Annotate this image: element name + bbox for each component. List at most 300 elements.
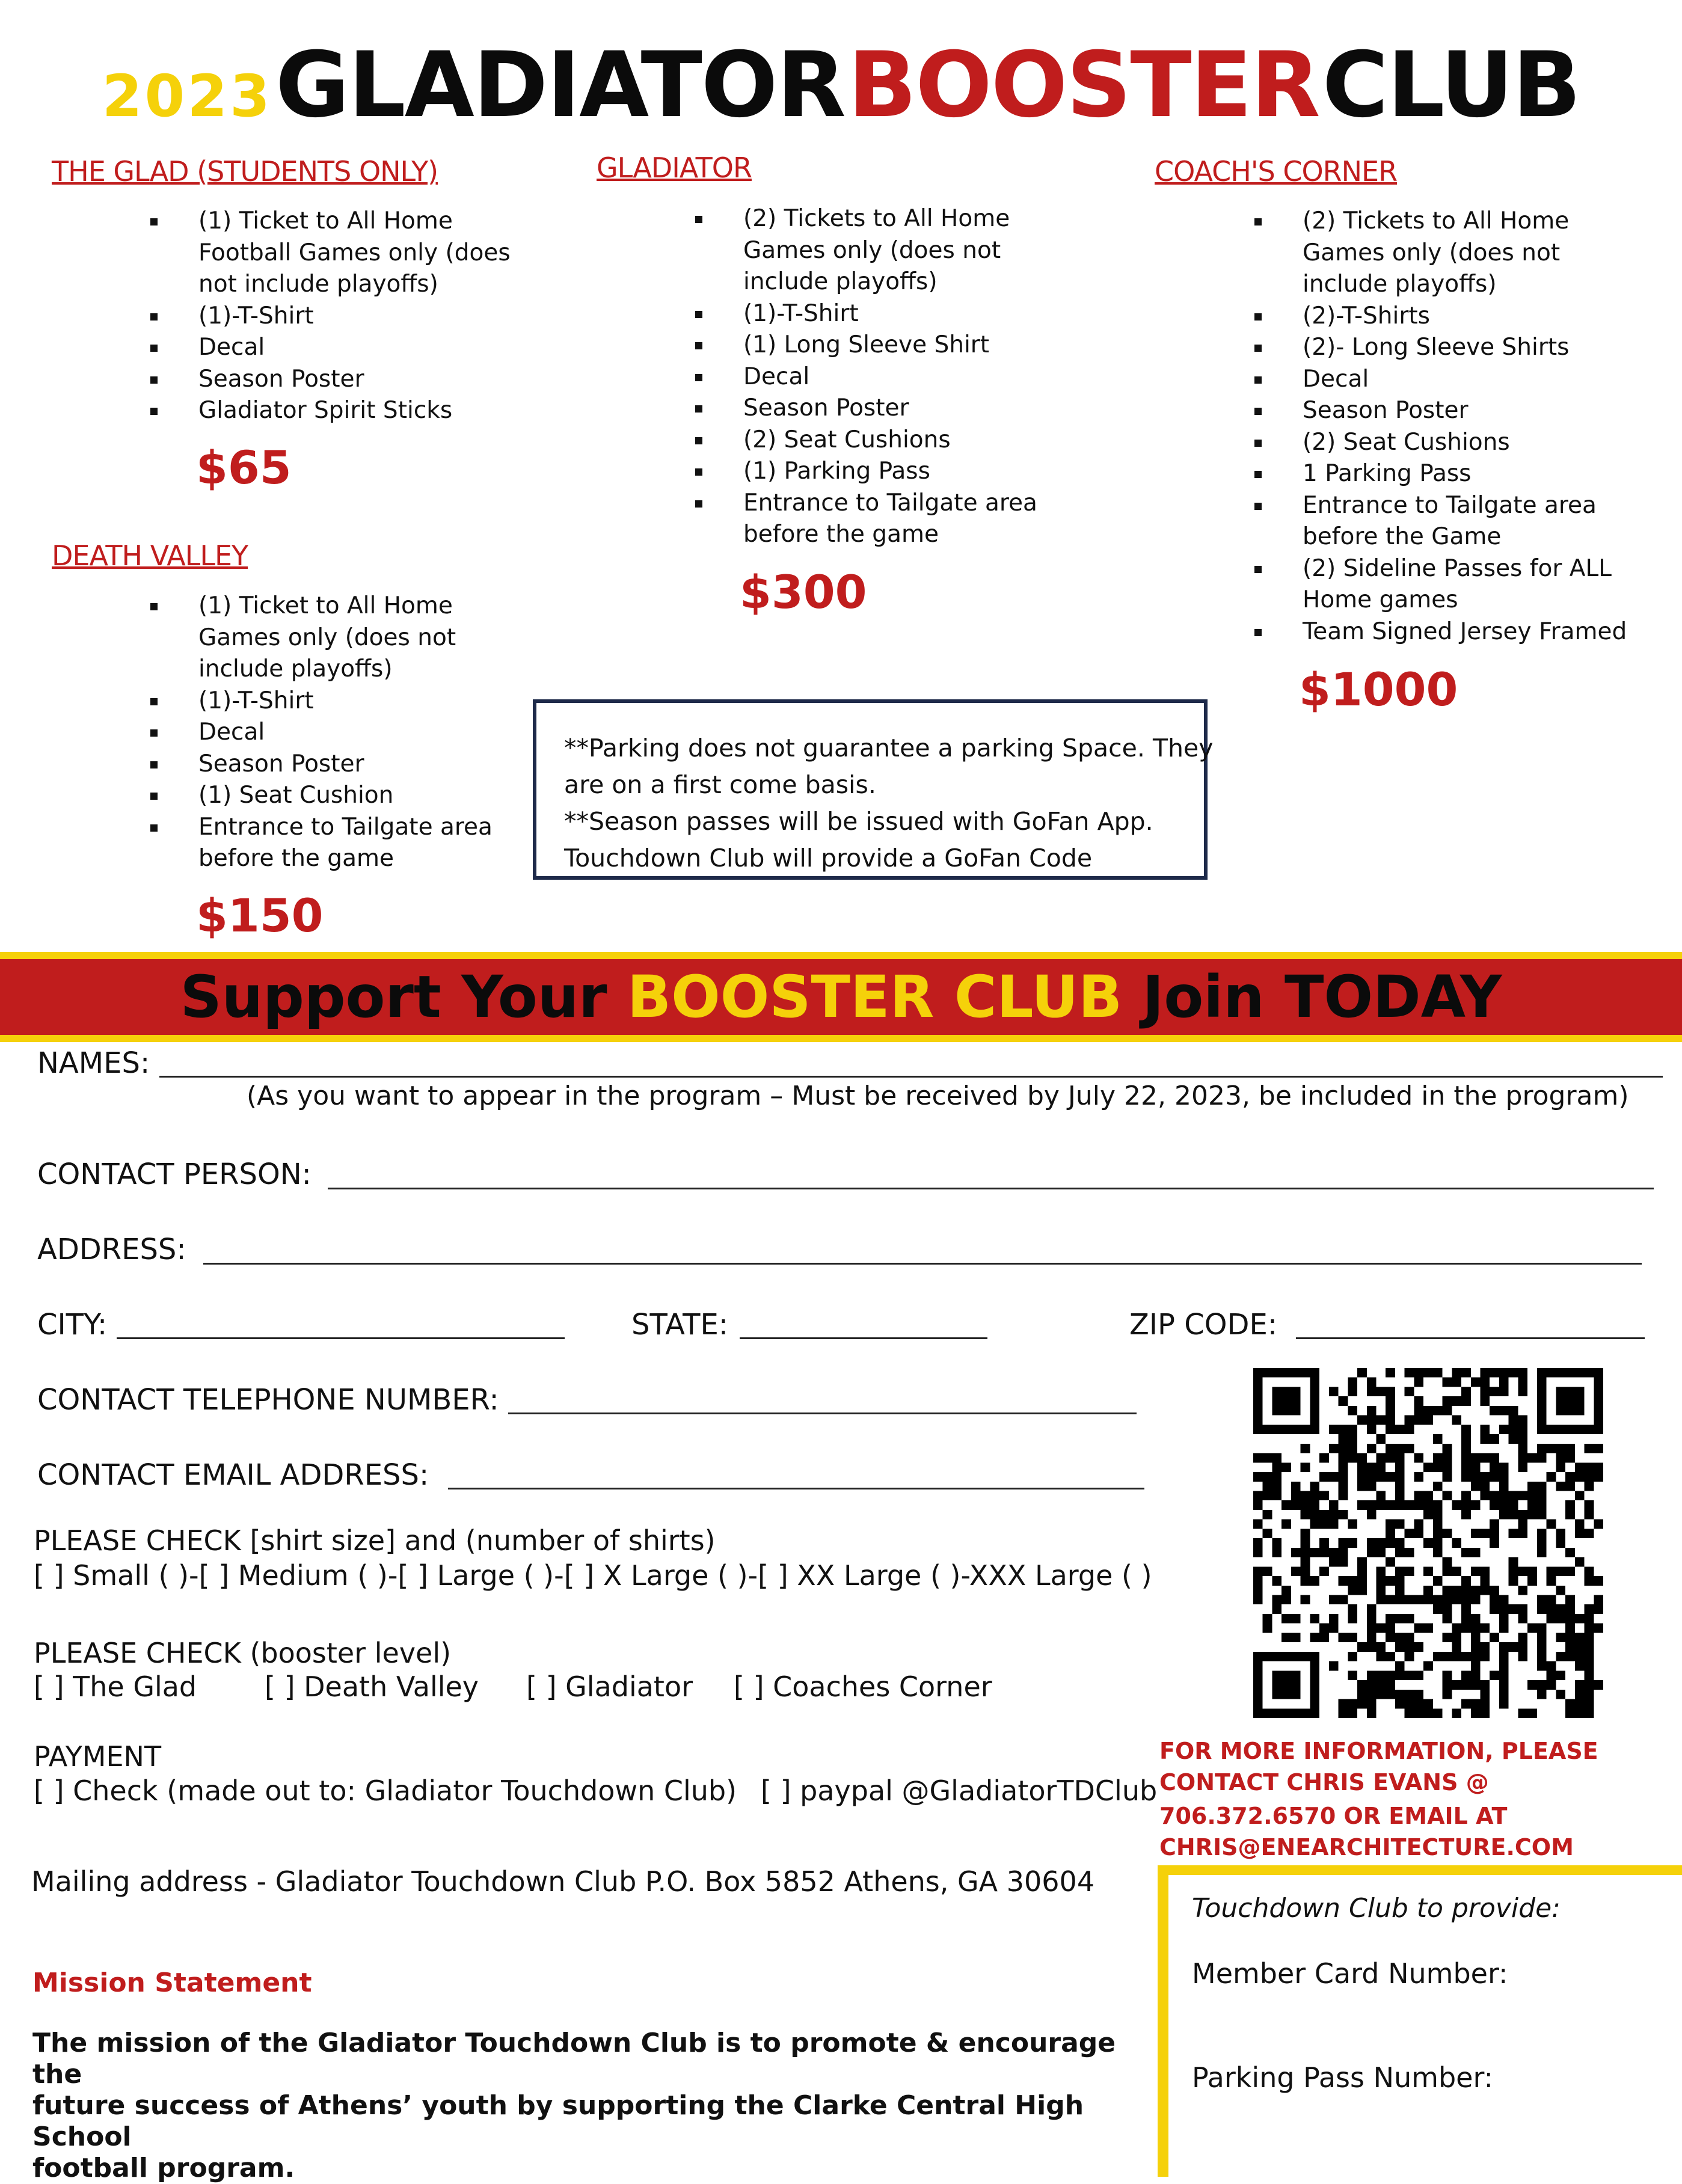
qr-module bbox=[1537, 1453, 1547, 1463]
qr-module bbox=[1433, 1529, 1443, 1538]
qr-module bbox=[1281, 1586, 1291, 1595]
qr-module bbox=[1263, 1652, 1272, 1661]
qr-module bbox=[1452, 1566, 1461, 1576]
qr-module bbox=[1310, 1661, 1319, 1671]
qr-module bbox=[1272, 1604, 1281, 1614]
list-item: (1) Long Sleeve Shirt bbox=[695, 330, 1068, 361]
qr-module bbox=[1395, 1670, 1405, 1680]
qr-module bbox=[1329, 1520, 1339, 1529]
qr-module bbox=[1556, 1482, 1565, 1491]
qr-module bbox=[1537, 1396, 1547, 1406]
qr-module bbox=[1547, 1520, 1556, 1529]
qr-module bbox=[1565, 1708, 1575, 1718]
qr-code-icon[interactable] bbox=[1253, 1368, 1603, 1718]
qr-module bbox=[1556, 1368, 1565, 1378]
qr-module bbox=[1423, 1624, 1433, 1633]
qr-module bbox=[1518, 1387, 1527, 1396]
qr-module bbox=[1291, 1690, 1301, 1699]
qr-module bbox=[1395, 1453, 1405, 1463]
qr-module bbox=[1547, 1444, 1556, 1453]
tier-coaches-corner-price: $1000 bbox=[1299, 663, 1458, 716]
qr-module bbox=[1575, 1472, 1585, 1482]
qr-module bbox=[1565, 1444, 1575, 1453]
qr-module bbox=[1367, 1690, 1377, 1699]
list-item: (1) Seat Cushion bbox=[150, 780, 523, 812]
qr-module bbox=[1386, 1416, 1395, 1425]
qr-module bbox=[1499, 1604, 1509, 1614]
qr-module bbox=[1527, 1624, 1537, 1633]
qr-module bbox=[1386, 1633, 1395, 1642]
qr-module bbox=[1253, 1652, 1263, 1661]
qr-module bbox=[1461, 1444, 1471, 1453]
qr-module bbox=[1509, 1604, 1518, 1614]
qr-module bbox=[1253, 1586, 1263, 1595]
shirt-size-options[interactable]: [ ] Small ( )-[ ] Medium ( )-[ ] Large ( )-[ ] X Large ( )-[ ] XX Large ( )-XXX Large ( ) bbox=[34, 1559, 1152, 1592]
level-option-death-valley[interactable]: [ ] Death Valley bbox=[265, 1670, 479, 1703]
state-label: STATE: bbox=[631, 1308, 728, 1342]
qr-module bbox=[1433, 1434, 1443, 1444]
qr-module bbox=[1499, 1406, 1509, 1416]
qr-module bbox=[1518, 1520, 1527, 1529]
qr-module bbox=[1386, 1387, 1395, 1396]
qr-module bbox=[1461, 1680, 1471, 1690]
qr-module bbox=[1272, 1652, 1281, 1661]
qr-module bbox=[1461, 1699, 1471, 1709]
qr-module bbox=[1490, 1462, 1499, 1472]
qr-module bbox=[1481, 1566, 1490, 1576]
qr-module bbox=[1263, 1566, 1272, 1576]
qr-module bbox=[1471, 1652, 1481, 1661]
qr-module bbox=[1348, 1699, 1357, 1709]
qr-module bbox=[1301, 1595, 1310, 1605]
qr-module bbox=[1281, 1368, 1291, 1378]
qr-module bbox=[1310, 1482, 1319, 1491]
qr-module bbox=[1443, 1690, 1452, 1699]
address-field[interactable] bbox=[203, 1263, 1642, 1265]
qr-module bbox=[1537, 1378, 1547, 1387]
qr-module bbox=[1310, 1491, 1319, 1500]
qr-module bbox=[1414, 1670, 1423, 1680]
title-year: 2023 bbox=[102, 63, 272, 130]
qr-module bbox=[1348, 1614, 1357, 1624]
qr-module bbox=[1556, 1652, 1565, 1661]
qr-module bbox=[1547, 1680, 1556, 1690]
qr-module bbox=[1291, 1491, 1301, 1500]
qr-module bbox=[1471, 1642, 1481, 1652]
contact-person-field[interactable] bbox=[328, 1188, 1654, 1189]
qr-module bbox=[1443, 1529, 1452, 1538]
qr-module bbox=[1329, 1472, 1339, 1482]
qr-module bbox=[1499, 1491, 1509, 1500]
qr-module bbox=[1565, 1425, 1575, 1434]
city-label: CITY: bbox=[37, 1308, 108, 1342]
qr-module bbox=[1357, 1642, 1367, 1652]
payment-check-option[interactable]: [ ] Check (made out to: Gladiator Touchdown Club) bbox=[34, 1774, 737, 1807]
qr-module bbox=[1281, 1614, 1291, 1624]
city-field[interactable] bbox=[117, 1337, 565, 1339]
qr-module bbox=[1585, 1472, 1594, 1482]
qr-module bbox=[1481, 1624, 1490, 1633]
qr-module bbox=[1509, 1642, 1518, 1652]
level-option-gladiator[interactable]: [ ] Gladiator bbox=[526, 1670, 693, 1703]
qr-module bbox=[1253, 1406, 1263, 1416]
qr-module bbox=[1509, 1500, 1518, 1510]
qr-module bbox=[1367, 1642, 1377, 1652]
qr-module bbox=[1499, 1661, 1509, 1671]
qr-module bbox=[1339, 1595, 1348, 1605]
qr-module bbox=[1367, 1538, 1377, 1548]
qr-module bbox=[1367, 1378, 1377, 1387]
zip-field[interactable] bbox=[1296, 1337, 1645, 1339]
qr-module bbox=[1253, 1670, 1263, 1680]
qr-module bbox=[1461, 1500, 1471, 1510]
qr-module bbox=[1414, 1520, 1423, 1529]
list-item: (1) Ticket to All Home Games only (does not include playoffs) bbox=[150, 590, 523, 686]
qr-module bbox=[1310, 1652, 1319, 1661]
qr-module bbox=[1339, 1557, 1348, 1567]
qr-module bbox=[1423, 1699, 1433, 1709]
qr-module bbox=[1499, 1595, 1509, 1605]
qr-module bbox=[1263, 1482, 1272, 1491]
list-item: Entrance to Tailgate area before the game bbox=[150, 812, 523, 875]
qr-module bbox=[1575, 1708, 1585, 1718]
qr-module bbox=[1386, 1595, 1395, 1605]
qr-module bbox=[1490, 1529, 1499, 1538]
qr-module bbox=[1291, 1406, 1301, 1416]
qr-module bbox=[1490, 1387, 1499, 1396]
qr-module bbox=[1509, 1491, 1518, 1500]
list-item: (2) Sideline Passes for ALL Home games bbox=[1254, 553, 1639, 616]
qr-module bbox=[1443, 1472, 1452, 1482]
qr-module bbox=[1547, 1472, 1556, 1482]
qr-module bbox=[1471, 1500, 1481, 1510]
qr-module bbox=[1367, 1604, 1377, 1614]
qr-module bbox=[1481, 1472, 1490, 1482]
qr-module bbox=[1301, 1425, 1310, 1434]
contact-email-link[interactable]: CHRIS@ENEARCHITECTURE.COM bbox=[1159, 1834, 1574, 1860]
qr-module bbox=[1310, 1690, 1319, 1699]
qr-module bbox=[1518, 1614, 1527, 1624]
qr-module bbox=[1537, 1500, 1547, 1510]
qr-module bbox=[1547, 1661, 1556, 1671]
qr-module bbox=[1348, 1444, 1357, 1453]
qr-module bbox=[1414, 1368, 1423, 1378]
qr-module bbox=[1443, 1680, 1452, 1690]
list-item: (2) Tickets to All Home Games only (does not include playoffs) bbox=[1254, 206, 1639, 301]
qr-module bbox=[1339, 1699, 1348, 1709]
qr-module bbox=[1329, 1510, 1339, 1520]
qr-module bbox=[1433, 1453, 1443, 1463]
qr-module bbox=[1253, 1500, 1263, 1510]
level-option-glad[interactable]: [ ] The Glad bbox=[34, 1670, 197, 1703]
qr-module bbox=[1405, 1642, 1414, 1652]
qr-module bbox=[1490, 1670, 1499, 1680]
mission-statement bbox=[32, 2028, 1151, 2184]
tier-glad-heading: THE GLAD (STUDENTS ONLY) bbox=[52, 155, 438, 188]
qr-module bbox=[1319, 1633, 1329, 1642]
qr-module bbox=[1301, 1548, 1310, 1557]
payment-paypal-option[interactable]: [ ] paypal @GladiatorTDClub bbox=[761, 1774, 1158, 1807]
qr-module bbox=[1481, 1652, 1490, 1661]
qr-module bbox=[1423, 1661, 1433, 1671]
qr-module bbox=[1461, 1510, 1471, 1520]
tier-death-valley-list bbox=[150, 590, 523, 875]
qr-module bbox=[1395, 1462, 1405, 1472]
qr-module bbox=[1367, 1500, 1377, 1510]
qr-module bbox=[1423, 1595, 1433, 1605]
qr-module bbox=[1301, 1652, 1310, 1661]
qr-module bbox=[1481, 1708, 1490, 1718]
qr-module bbox=[1339, 1444, 1348, 1453]
qr-module bbox=[1253, 1548, 1263, 1557]
qr-module bbox=[1537, 1387, 1547, 1396]
qr-module bbox=[1329, 1548, 1339, 1557]
qr-module bbox=[1565, 1624, 1575, 1633]
qr-module bbox=[1499, 1690, 1509, 1699]
qr-module bbox=[1348, 1425, 1357, 1434]
qr-module bbox=[1348, 1387, 1357, 1396]
qr-module bbox=[1367, 1548, 1377, 1557]
qr-module bbox=[1537, 1652, 1547, 1661]
mission-line: The mission of the Gladiator Touchdown Club is to promote & encourage the bbox=[32, 2028, 1116, 2090]
qr-module bbox=[1386, 1557, 1395, 1567]
qr-module bbox=[1499, 1462, 1509, 1472]
qr-module bbox=[1367, 1416, 1377, 1425]
qr-module bbox=[1291, 1548, 1301, 1557]
qr-module bbox=[1471, 1378, 1481, 1387]
level-option-coaches-corner[interactable]: [ ] Coaches Corner bbox=[734, 1670, 992, 1703]
qr-module bbox=[1490, 1434, 1499, 1444]
state-field[interactable] bbox=[740, 1337, 987, 1339]
qr-module bbox=[1395, 1520, 1405, 1529]
qr-module bbox=[1386, 1614, 1395, 1624]
qr-module bbox=[1499, 1387, 1509, 1396]
qr-module bbox=[1405, 1368, 1414, 1378]
qr-module bbox=[1575, 1368, 1585, 1378]
qr-module bbox=[1575, 1642, 1585, 1652]
list-item: Team Signed Jersey Framed bbox=[1254, 616, 1639, 648]
qr-module bbox=[1509, 1557, 1518, 1567]
qr-module bbox=[1310, 1510, 1319, 1520]
qr-module bbox=[1405, 1444, 1414, 1453]
qr-module bbox=[1405, 1595, 1414, 1605]
qr-module bbox=[1405, 1425, 1414, 1434]
list-item: Decal bbox=[150, 332, 535, 364]
qr-module bbox=[1481, 1699, 1490, 1709]
qr-module bbox=[1263, 1425, 1272, 1434]
qr-module bbox=[1301, 1538, 1310, 1548]
qr-module bbox=[1481, 1576, 1490, 1586]
qr-module bbox=[1461, 1614, 1471, 1624]
qr-module bbox=[1395, 1482, 1405, 1491]
qr-module bbox=[1414, 1453, 1423, 1463]
qr-module bbox=[1301, 1510, 1310, 1520]
qr-module bbox=[1499, 1425, 1509, 1434]
qr-module bbox=[1594, 1595, 1603, 1605]
qr-module bbox=[1499, 1699, 1509, 1709]
page-title bbox=[0, 33, 1682, 138]
touchdown-box-border-top bbox=[1158, 1865, 1682, 1875]
qr-module bbox=[1253, 1680, 1263, 1690]
phone-field[interactable] bbox=[508, 1413, 1137, 1414]
qr-module bbox=[1461, 1586, 1471, 1595]
booster-level-heading: PLEASE CHECK (booster level) bbox=[34, 1637, 452, 1669]
email-field[interactable] bbox=[448, 1488, 1144, 1489]
qr-module bbox=[1527, 1482, 1537, 1491]
qr-module bbox=[1339, 1453, 1348, 1463]
qr-module bbox=[1537, 1548, 1547, 1557]
qr-module bbox=[1509, 1406, 1518, 1416]
zip-label: ZIP CODE: bbox=[1129, 1308, 1277, 1342]
qr-module bbox=[1414, 1491, 1423, 1500]
qr-module bbox=[1443, 1652, 1452, 1661]
contact-info-line: CONTACT CHRIS EVANS @ bbox=[1159, 1769, 1489, 1796]
qr-module bbox=[1537, 1491, 1547, 1500]
qr-module bbox=[1348, 1586, 1357, 1595]
qr-module bbox=[1253, 1566, 1263, 1576]
qr-module bbox=[1291, 1708, 1301, 1718]
qr-module bbox=[1433, 1708, 1443, 1718]
qr-module bbox=[1414, 1690, 1423, 1699]
qr-module bbox=[1386, 1425, 1395, 1434]
qr-module bbox=[1585, 1699, 1594, 1709]
qr-module bbox=[1281, 1670, 1291, 1680]
qr-module bbox=[1443, 1604, 1452, 1614]
qr-module bbox=[1423, 1586, 1433, 1595]
qr-module bbox=[1329, 1624, 1339, 1633]
qr-module bbox=[1575, 1387, 1585, 1396]
qr-module bbox=[1537, 1444, 1547, 1453]
qr-module bbox=[1481, 1491, 1490, 1500]
qr-module bbox=[1452, 1708, 1461, 1718]
qr-module bbox=[1376, 1566, 1386, 1576]
qr-module bbox=[1310, 1614, 1319, 1624]
qr-module bbox=[1395, 1566, 1405, 1576]
qr-module bbox=[1585, 1633, 1594, 1642]
qr-module bbox=[1405, 1548, 1414, 1557]
qr-module bbox=[1461, 1472, 1471, 1482]
list-item: (2) Tickets to All Home Games only (does not include playoffs) bbox=[695, 203, 1068, 298]
qr-module bbox=[1490, 1633, 1499, 1642]
qr-module bbox=[1263, 1510, 1272, 1520]
qr-module bbox=[1263, 1529, 1272, 1538]
qr-module bbox=[1253, 1690, 1263, 1699]
qr-module bbox=[1405, 1708, 1414, 1718]
title-word-club: CLUB bbox=[1322, 33, 1580, 138]
qr-module bbox=[1253, 1387, 1263, 1396]
qr-module bbox=[1339, 1396, 1348, 1406]
qr-module bbox=[1481, 1586, 1490, 1595]
qr-module bbox=[1471, 1595, 1481, 1605]
qr-module bbox=[1490, 1520, 1499, 1529]
qr-module bbox=[1556, 1462, 1565, 1472]
list-item: Gladiator Spirit Sticks bbox=[150, 395, 535, 427]
qr-module bbox=[1291, 1652, 1301, 1661]
qr-module bbox=[1310, 1396, 1319, 1406]
qr-module bbox=[1272, 1482, 1281, 1491]
qr-module bbox=[1585, 1462, 1594, 1472]
qr-module bbox=[1547, 1614, 1556, 1624]
qr-module bbox=[1348, 1434, 1357, 1444]
qr-module bbox=[1357, 1586, 1367, 1595]
qr-module bbox=[1452, 1538, 1461, 1548]
mission-line: football program. bbox=[32, 2153, 295, 2183]
banner-text-start: Support Your bbox=[180, 963, 627, 1031]
qr-module bbox=[1471, 1661, 1481, 1671]
qr-module bbox=[1518, 1453, 1527, 1463]
mission-heading: Mission Statement bbox=[32, 1968, 312, 1998]
qr-module bbox=[1565, 1500, 1575, 1510]
qr-module bbox=[1594, 1425, 1603, 1434]
qr-module bbox=[1433, 1520, 1443, 1529]
qr-module bbox=[1537, 1604, 1547, 1614]
qr-module bbox=[1367, 1387, 1377, 1396]
qr-module bbox=[1272, 1387, 1281, 1396]
qr-module bbox=[1263, 1491, 1272, 1500]
qr-module bbox=[1357, 1699, 1367, 1709]
qr-module bbox=[1339, 1576, 1348, 1586]
qr-module bbox=[1518, 1416, 1527, 1425]
names-field[interactable] bbox=[159, 1076, 1663, 1078]
qr-module bbox=[1547, 1425, 1556, 1434]
qr-module bbox=[1301, 1576, 1310, 1586]
qr-module bbox=[1461, 1453, 1471, 1463]
qr-module bbox=[1253, 1491, 1263, 1500]
qr-module bbox=[1301, 1708, 1310, 1718]
qr-module bbox=[1423, 1416, 1433, 1425]
qr-module bbox=[1376, 1690, 1386, 1699]
qr-module bbox=[1376, 1462, 1386, 1472]
qr-module bbox=[1499, 1368, 1509, 1378]
qr-module bbox=[1367, 1425, 1377, 1434]
qr-module bbox=[1565, 1472, 1575, 1482]
qr-module bbox=[1594, 1368, 1603, 1378]
qr-module bbox=[1272, 1595, 1281, 1605]
qr-module bbox=[1310, 1708, 1319, 1718]
qr-module bbox=[1490, 1604, 1499, 1614]
qr-module bbox=[1509, 1368, 1518, 1378]
qr-module bbox=[1518, 1566, 1527, 1576]
qr-module bbox=[1395, 1500, 1405, 1510]
qr-module bbox=[1518, 1510, 1527, 1520]
qr-module bbox=[1537, 1510, 1547, 1520]
qr-module bbox=[1594, 1520, 1603, 1529]
qr-module bbox=[1481, 1378, 1490, 1387]
list-item: Season Poster bbox=[1254, 395, 1639, 427]
qr-module bbox=[1272, 1708, 1281, 1718]
qr-module bbox=[1499, 1482, 1509, 1491]
qr-module bbox=[1547, 1595, 1556, 1605]
qr-module bbox=[1253, 1425, 1263, 1434]
qr-module bbox=[1386, 1538, 1395, 1548]
qr-module bbox=[1452, 1642, 1461, 1652]
qr-module bbox=[1348, 1378, 1357, 1387]
list-item: (1)-T-Shirt bbox=[150, 686, 523, 717]
list-item: (2)- Long Sleeve Shirts bbox=[1254, 332, 1639, 364]
contact-info-line: FOR MORE INFORMATION, PLEASE bbox=[1159, 1738, 1598, 1764]
qr-module bbox=[1272, 1576, 1281, 1586]
qr-module bbox=[1585, 1624, 1594, 1633]
qr-module bbox=[1490, 1538, 1499, 1548]
qr-module bbox=[1471, 1624, 1481, 1633]
qr-module bbox=[1357, 1462, 1367, 1472]
qr-module bbox=[1281, 1462, 1291, 1472]
tier-death-valley-heading: DEATH VALLEY bbox=[52, 539, 248, 572]
qr-module bbox=[1461, 1491, 1471, 1500]
qr-module bbox=[1556, 1586, 1565, 1595]
qr-module bbox=[1423, 1368, 1433, 1378]
qr-module bbox=[1291, 1680, 1301, 1690]
